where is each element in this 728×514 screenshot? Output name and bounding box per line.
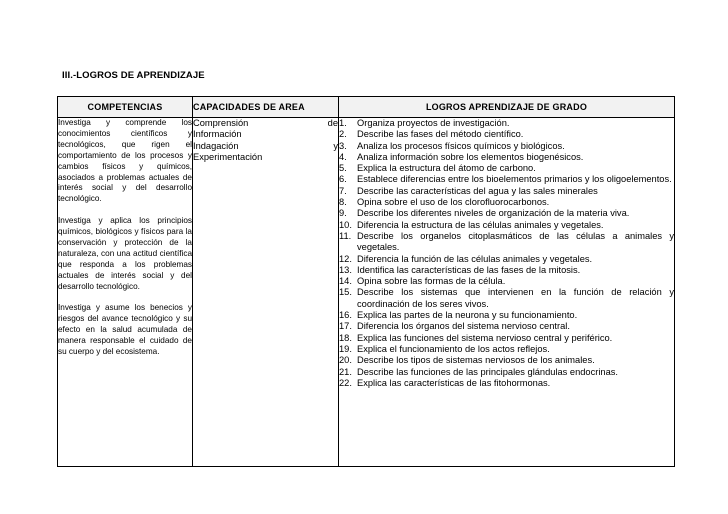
competencias-cell xyxy=(58,118,193,467)
logro-number: 10. xyxy=(339,219,352,230)
logro-item xyxy=(339,231,674,254)
competencia-3: Investiga y asume los benecios y riesgos del avance tecnológico y su efecto en la salud acumulada de manera responsable el cuidado de su cuerpo y del ecosistema. xyxy=(58,303,192,356)
header-capacidades: CAPACIDADES DE AREA xyxy=(193,97,339,118)
logro-item xyxy=(339,118,674,129)
logro-number: 8. xyxy=(339,197,347,208)
logro-item xyxy=(339,174,674,185)
logro-text: Explica el funcionamiento de los actos reflejos. xyxy=(357,343,550,354)
logro-text: Explica las funciones del sistema nervioso central y periférico. xyxy=(357,332,613,343)
logro-item xyxy=(339,333,674,344)
content-row xyxy=(58,118,675,467)
header-row xyxy=(58,97,675,118)
logro-item xyxy=(339,152,674,163)
logro-text: Describe los sistemas que intervienen en la función de relación y coordinación de los seres vivos. xyxy=(357,287,674,309)
logro-number: 2. xyxy=(339,129,347,140)
logro-item xyxy=(339,367,674,378)
logro-text: Establece diferencias entre los bioelementos primarios y los oligoelementos. xyxy=(357,174,672,185)
logro-number: 16. xyxy=(339,310,352,321)
logro-number: 21. xyxy=(339,366,352,377)
logro-number: 7. xyxy=(339,185,347,196)
logros-table xyxy=(57,96,675,467)
logro-item xyxy=(339,276,674,287)
logro-text: Describe las funciones de las principales glándulas endocrinas. xyxy=(357,366,618,377)
logro-item xyxy=(339,129,674,140)
logro-text: Opina sobre las formas de la célula. xyxy=(357,276,506,287)
logro-number: 17. xyxy=(339,321,352,332)
logro-item xyxy=(339,208,674,219)
capacidad-line-3: Indagación y xyxy=(193,140,338,151)
logro-text: Describe los diferentes niveles de organización de la materia viva. xyxy=(357,208,630,219)
logro-item xyxy=(339,265,674,276)
logro-text: Diferencia la estructura de las células animales y vegetales. xyxy=(357,219,604,230)
logro-number: 14. xyxy=(339,276,352,287)
header-logros: LOGROS APRENDIZAJE DE GRADO xyxy=(339,97,675,118)
logro-text: Describe los tipos de sistemas nerviosos de los animales. xyxy=(357,355,595,366)
logro-text: Diferencia los órganos del sistema nervioso central. xyxy=(357,321,570,332)
logro-number: 18. xyxy=(339,332,352,343)
logro-text: Opina sobre el uso de los clorofluorocarbonos. xyxy=(357,197,550,208)
logro-item xyxy=(339,141,674,152)
logro-item xyxy=(339,378,674,389)
logro-number: 15. xyxy=(339,287,352,298)
logro-number: 6. xyxy=(339,174,347,185)
competencia-2: Investiga y aplica los principios químicos, biológicos y físicos para la conservación y protección de la naturaleza, con una actitud científica que responda a los problemas actuales de interés social y del desarrollo tecnológico. xyxy=(58,216,192,291)
logro-number: 9. xyxy=(339,208,347,219)
logro-text: Describe las fases del método científico. xyxy=(357,129,524,140)
logro-text: Analiza información sobre los elementos biogenésicos. xyxy=(357,151,584,162)
logro-item xyxy=(339,287,674,310)
capacidad-line-1: Comprensión de xyxy=(193,118,338,128)
logro-text: Explica las características de las fitohormonas. xyxy=(357,377,551,388)
logro-item xyxy=(339,321,674,332)
section-title: III.-LOGROS DE APRENDIZAJE xyxy=(62,70,205,81)
logro-number: 4. xyxy=(339,151,347,162)
header-competencias: COMPETENCIAS xyxy=(58,97,193,118)
logro-text: Describe los organelos citoplasmáticos de las células a animales y vegetales. xyxy=(357,230,674,253)
logro-number: 12. xyxy=(339,253,352,264)
capacidad-line-4: Experimentación xyxy=(193,151,263,162)
logro-text: Explica la estructura del átomo de carbono. xyxy=(357,163,536,174)
logro-number: 13. xyxy=(339,264,352,275)
logro-number: 11. xyxy=(339,230,352,241)
logro-number: 19. xyxy=(339,343,352,354)
logro-number: 5. xyxy=(339,163,347,174)
logro-number: 20. xyxy=(339,355,352,366)
logro-item xyxy=(339,220,674,231)
logro-number: 22. xyxy=(339,377,352,388)
logros-cell xyxy=(339,118,675,467)
logro-text: Describe las características del agua y las sales minerales xyxy=(357,185,598,196)
logro-item xyxy=(339,344,674,355)
logro-number: 1. xyxy=(339,118,347,128)
logros-list xyxy=(339,118,674,389)
logro-item xyxy=(339,310,674,321)
logro-text: Identifica las características de las fases de la mitosis. xyxy=(357,264,581,275)
logro-number: 3. xyxy=(339,140,347,151)
logro-item xyxy=(339,254,674,265)
logro-item xyxy=(339,163,674,174)
logro-text: Organiza proyectos de investigación. xyxy=(357,118,510,128)
logro-text: Explica las partes de la neurona y su funcionamiento. xyxy=(357,310,578,321)
competencia-1: Investiga y comprende los conocimientos científicos y tecnológicos, que rigen el comportamiento de los procesos y cambios físicos y químicos, asociados a problemas actuales de interés social y del desarrollo tecnológico. xyxy=(58,118,192,204)
capacidades-cell xyxy=(193,118,339,467)
logro-text: Analiza los procesos físicos químicos y biológicos. xyxy=(357,140,565,151)
logro-item xyxy=(339,186,674,197)
logro-text: Diferencia la función de las células animales y vegetales. xyxy=(357,253,593,264)
capacidad-line-2: Información xyxy=(193,129,242,140)
logro-item xyxy=(339,197,674,208)
logro-item xyxy=(339,355,674,366)
